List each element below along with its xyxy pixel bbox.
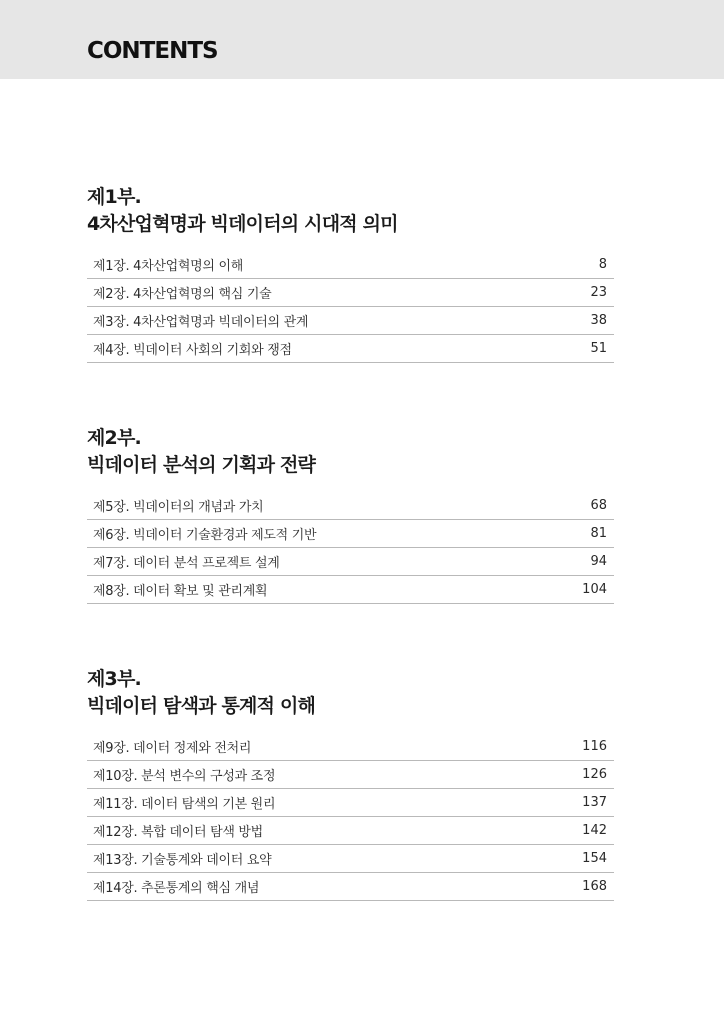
chapter-title: 제12장. 복합 데이터 탐색 방법	[93, 825, 263, 840]
part-section	[87, 666, 614, 901]
chapter-row[interactable]	[87, 335, 614, 363]
chapter-row[interactable]	[87, 761, 614, 789]
chapter-list	[87, 251, 614, 363]
chapter-page: 104	[582, 582, 607, 597]
chapter-page: 51	[590, 341, 607, 356]
part-number: 제3부.	[87, 668, 141, 690]
chapter-page: 154	[582, 851, 607, 866]
chapter-list	[87, 733, 614, 901]
chapter-title: 제10장. 분석 변수의 구성과 조정	[93, 769, 276, 784]
chapter-title: 제3장. 4차산업혁명과 빅데이터의 관계	[93, 315, 309, 330]
chapter-title: 제13장. 기술통계와 데이터 요약	[93, 853, 272, 868]
part-section	[87, 184, 614, 363]
part-number: 제1부.	[87, 186, 141, 208]
chapter-row[interactable]	[87, 845, 614, 873]
chapter-row[interactable]	[87, 733, 614, 761]
part-title: 빅데이터 탐색과 통계적 이해	[87, 695, 316, 717]
chapter-title: 제2장. 4차산업혁명의 핵심 기술	[93, 287, 272, 302]
chapter-row[interactable]	[87, 817, 614, 845]
part-title: 빅데이터 분석의 기획과 전략	[87, 454, 316, 476]
chapter-row[interactable]	[87, 789, 614, 817]
chapter-page: 116	[582, 739, 607, 754]
chapter-row[interactable]	[87, 251, 614, 279]
chapter-row[interactable]	[87, 279, 614, 307]
chapter-page: 68	[590, 498, 607, 513]
chapter-title: 제1장. 4차산업혁명의 이해	[93, 259, 244, 274]
chapter-page: 137	[582, 795, 607, 810]
chapter-page: 168	[582, 879, 607, 894]
chapter-page: 94	[590, 554, 607, 569]
chapter-row[interactable]	[87, 576, 614, 604]
chapter-title: 제11장. 데이터 탐색의 기본 원리	[93, 797, 276, 812]
chapter-row[interactable]	[87, 492, 614, 520]
chapter-row[interactable]	[87, 520, 614, 548]
chapter-title: 제6장. 빅데이터 기술환경과 제도적 기반	[93, 528, 317, 543]
chapter-title: 제14장. 추론통계의 핵심 개념	[93, 881, 260, 896]
chapter-page: 23	[590, 285, 607, 300]
chapter-page: 38	[590, 313, 607, 328]
chapter-page: 126	[582, 767, 607, 782]
chapter-page: 81	[590, 526, 607, 541]
part-title: 4차산업혁명과 빅데이터의 시대적 의미	[87, 213, 398, 235]
part-section	[87, 425, 614, 604]
chapter-page: 8	[598, 257, 607, 272]
chapter-row[interactable]	[87, 307, 614, 335]
chapter-row[interactable]	[87, 873, 614, 901]
part-number: 제2부.	[87, 427, 141, 449]
chapter-title: 제9장. 데이터 정제와 전처리	[93, 741, 252, 756]
chapter-title: 제7장. 데이터 분석 프로젝트 설계	[93, 556, 280, 571]
chapter-title: 제5장. 빅데이터의 개념과 가치	[93, 500, 264, 515]
chapter-title: 제4장. 빅데이터 사회의 기회와 쟁점	[93, 343, 292, 358]
page-title: CONTENTS	[87, 38, 218, 64]
chapter-list	[87, 492, 614, 604]
chapter-page: 142	[582, 823, 607, 838]
chapter-title: 제8장. 데이터 확보 및 관리계획	[93, 584, 268, 599]
chapter-row[interactable]	[87, 548, 614, 576]
